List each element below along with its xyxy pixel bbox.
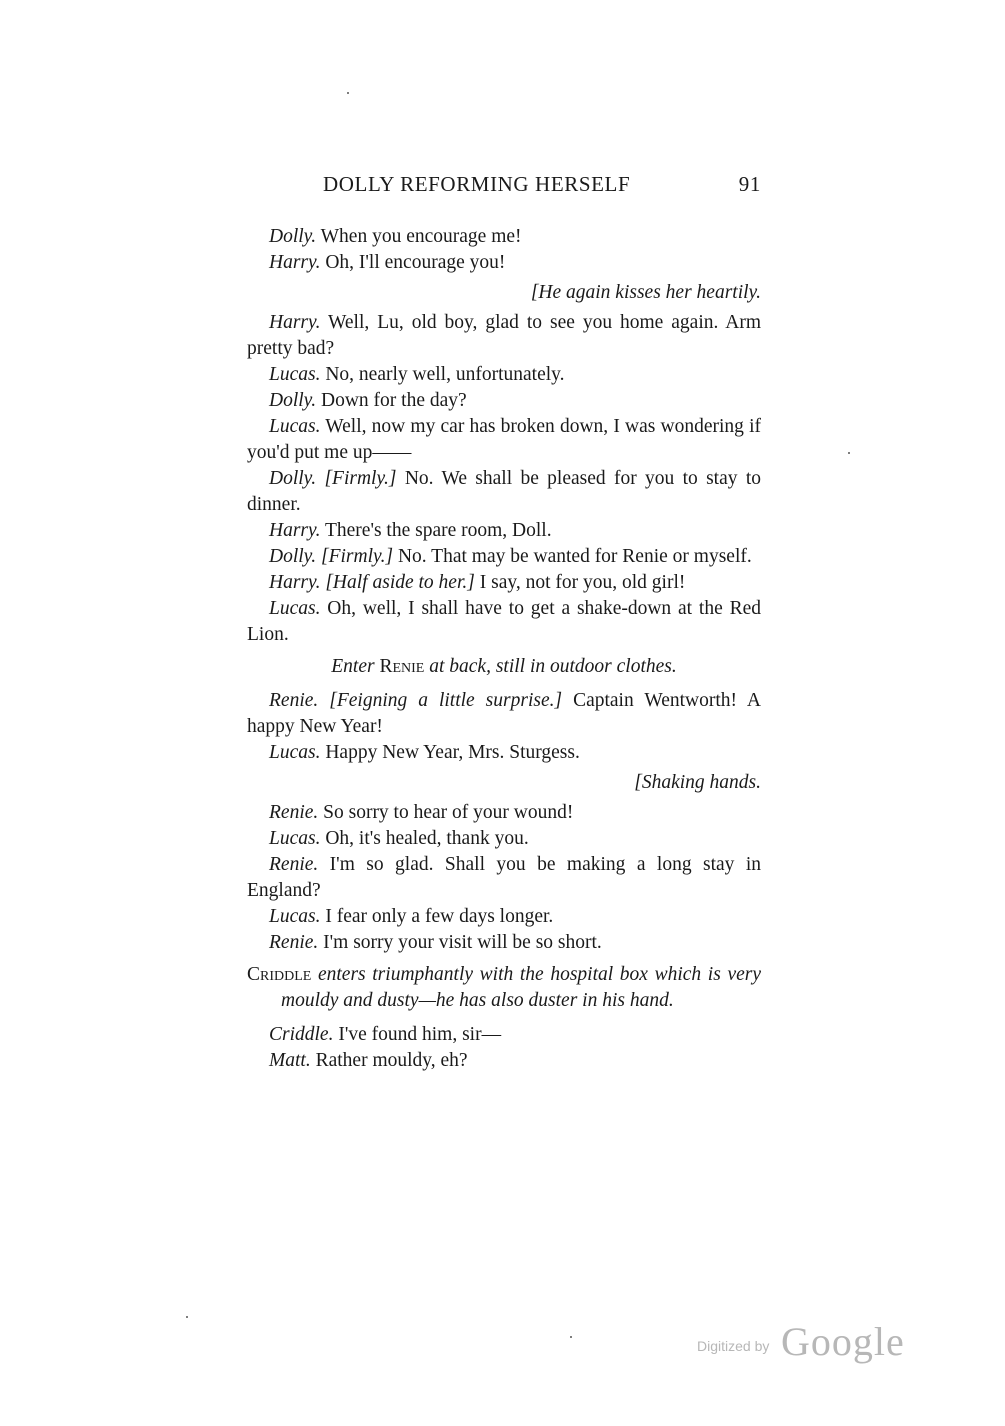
speaker-name: Harry.	[269, 312, 321, 333]
dialogue-text: I fear only a few days longer.	[320, 906, 554, 927]
speaker-name: Harry.	[269, 520, 321, 541]
scan-speck	[848, 452, 850, 454]
dialogue-text: Captain Wentworth! A happy New Year!	[247, 690, 761, 737]
dialogue-text: Well, Lu, old boy, glad to see you home again. Arm pretty bad?	[247, 312, 761, 359]
dialogue-line	[247, 904, 761, 930]
dialogue-line	[247, 224, 761, 250]
digitized-by-google-watermark	[697, 1318, 907, 1368]
speaker-name: Harry.	[269, 252, 321, 273]
speaker-name: Harry.	[269, 572, 321, 593]
dialogue-line	[247, 826, 761, 852]
dialogue-line	[247, 740, 761, 766]
dialogue-text: Oh, well, I shall have to get a shake-down at the Red Lion.	[247, 598, 761, 645]
dialogue-text: When you encourage me!	[316, 226, 522, 247]
stage-direction: [Shaking hands.	[634, 772, 761, 793]
play-text	[247, 224, 761, 1074]
dialogue-line	[247, 852, 761, 904]
dialogue-text: So sorry to hear of your wound!	[318, 802, 574, 823]
dialogue-text: Oh, it's healed, thank you.	[320, 828, 529, 849]
dialogue-text: Down for the day?	[316, 390, 467, 411]
dialogue-text: There's the spare room, Doll.	[320, 520, 552, 541]
dialogue-text: I've found him, sir—	[333, 1024, 502, 1045]
entrance-post: at back, still in outdoor clothes.	[424, 656, 677, 677]
dialogue-line	[247, 250, 761, 276]
dialogue-line	[247, 414, 761, 466]
dialogue-text: I'm sorry your visit will be so short.	[318, 932, 602, 953]
dialogue-line	[247, 800, 761, 826]
speaker-name: Renie.	[269, 690, 319, 711]
dialogue-line	[247, 570, 761, 596]
stage-text: enters triumphantly with the hospital box which is very mouldy and dusty—he has also duster in his hand.	[281, 964, 761, 1011]
scan-speck	[570, 1336, 572, 1338]
dialogue-text: Happy New Year, Mrs. Sturgess.	[320, 742, 580, 763]
speaker-name: Renie.	[269, 802, 319, 823]
speaker-name: Dolly.	[269, 546, 317, 567]
dialogue-line	[247, 930, 761, 956]
inline-direction: [Half aside to her.]	[320, 572, 475, 593]
dialogue-text: I say, not for you, old girl!	[474, 572, 686, 593]
speaker-name: Lucas.	[269, 364, 321, 385]
stage-direction: [He again kisses her heartily.	[530, 282, 761, 303]
page-number: 91	[738, 172, 761, 196]
character-name: Renie	[379, 656, 425, 677]
speaker-name: Dolly.	[269, 468, 317, 489]
dialogue-text: I'm so glad. Shall you be making a long stay in England?	[247, 854, 761, 901]
dialogue-line	[247, 466, 761, 518]
scan-speck	[186, 1316, 188, 1318]
speaker-name: Renie.	[269, 854, 319, 875]
speaker-name: Matt.	[269, 1050, 311, 1071]
dialogue-line	[247, 688, 761, 740]
dialogue-text: Well, now my car has broken down, I was wondering if you'd put me up——	[247, 416, 761, 463]
speaker-name: Lucas.	[269, 828, 321, 849]
dialogue-text: No. That may be wanted for Renie or myself.	[393, 546, 752, 567]
speaker-name: Dolly.	[269, 226, 317, 247]
inline-direction: [Feigning a little surprise.]	[318, 690, 563, 711]
speaker-name: Criddle.	[269, 1024, 334, 1045]
scan-speck	[347, 92, 349, 94]
dialogue-line	[247, 1022, 761, 1048]
dialogue-text: No. We shall be pleased for you to stay to dinner.	[247, 468, 761, 515]
entrance-pre: Enter	[331, 656, 380, 677]
dialogue-line	[247, 1048, 761, 1074]
entrance-direction	[247, 654, 761, 680]
speaker-name: Lucas.	[269, 906, 321, 927]
running-header	[247, 170, 761, 200]
dialogue-line	[247, 544, 761, 570]
speaker-name: Lucas.	[269, 416, 321, 437]
dialogue-text: No, nearly well, unfortunately.	[320, 364, 565, 385]
dialogue-text: Oh, I'll encourage you!	[320, 252, 506, 273]
watermark-prefix: Digitized by	[697, 1338, 770, 1354]
stage-block	[247, 962, 761, 1014]
inline-direction: [Firmly.]	[316, 546, 394, 567]
dialogue-line	[247, 362, 761, 388]
dialogue-line	[247, 388, 761, 414]
character-name: Criddle	[247, 964, 312, 985]
speaker-name: Lucas.	[269, 598, 321, 619]
google-logo: Google	[781, 1319, 905, 1364]
speaker-name: Dolly.	[269, 390, 317, 411]
dialogue-line	[247, 596, 761, 648]
dialogue-line	[247, 310, 761, 362]
inline-direction: [Firmly.]	[316, 468, 397, 489]
speaker-name: Lucas.	[269, 742, 321, 763]
dialogue-text: Rather mouldy, eh?	[310, 1050, 468, 1071]
dialogue-line	[247, 518, 761, 544]
running-title: DOLLY REFORMING HERSELF	[323, 172, 631, 196]
speaker-name: Renie.	[269, 932, 319, 953]
